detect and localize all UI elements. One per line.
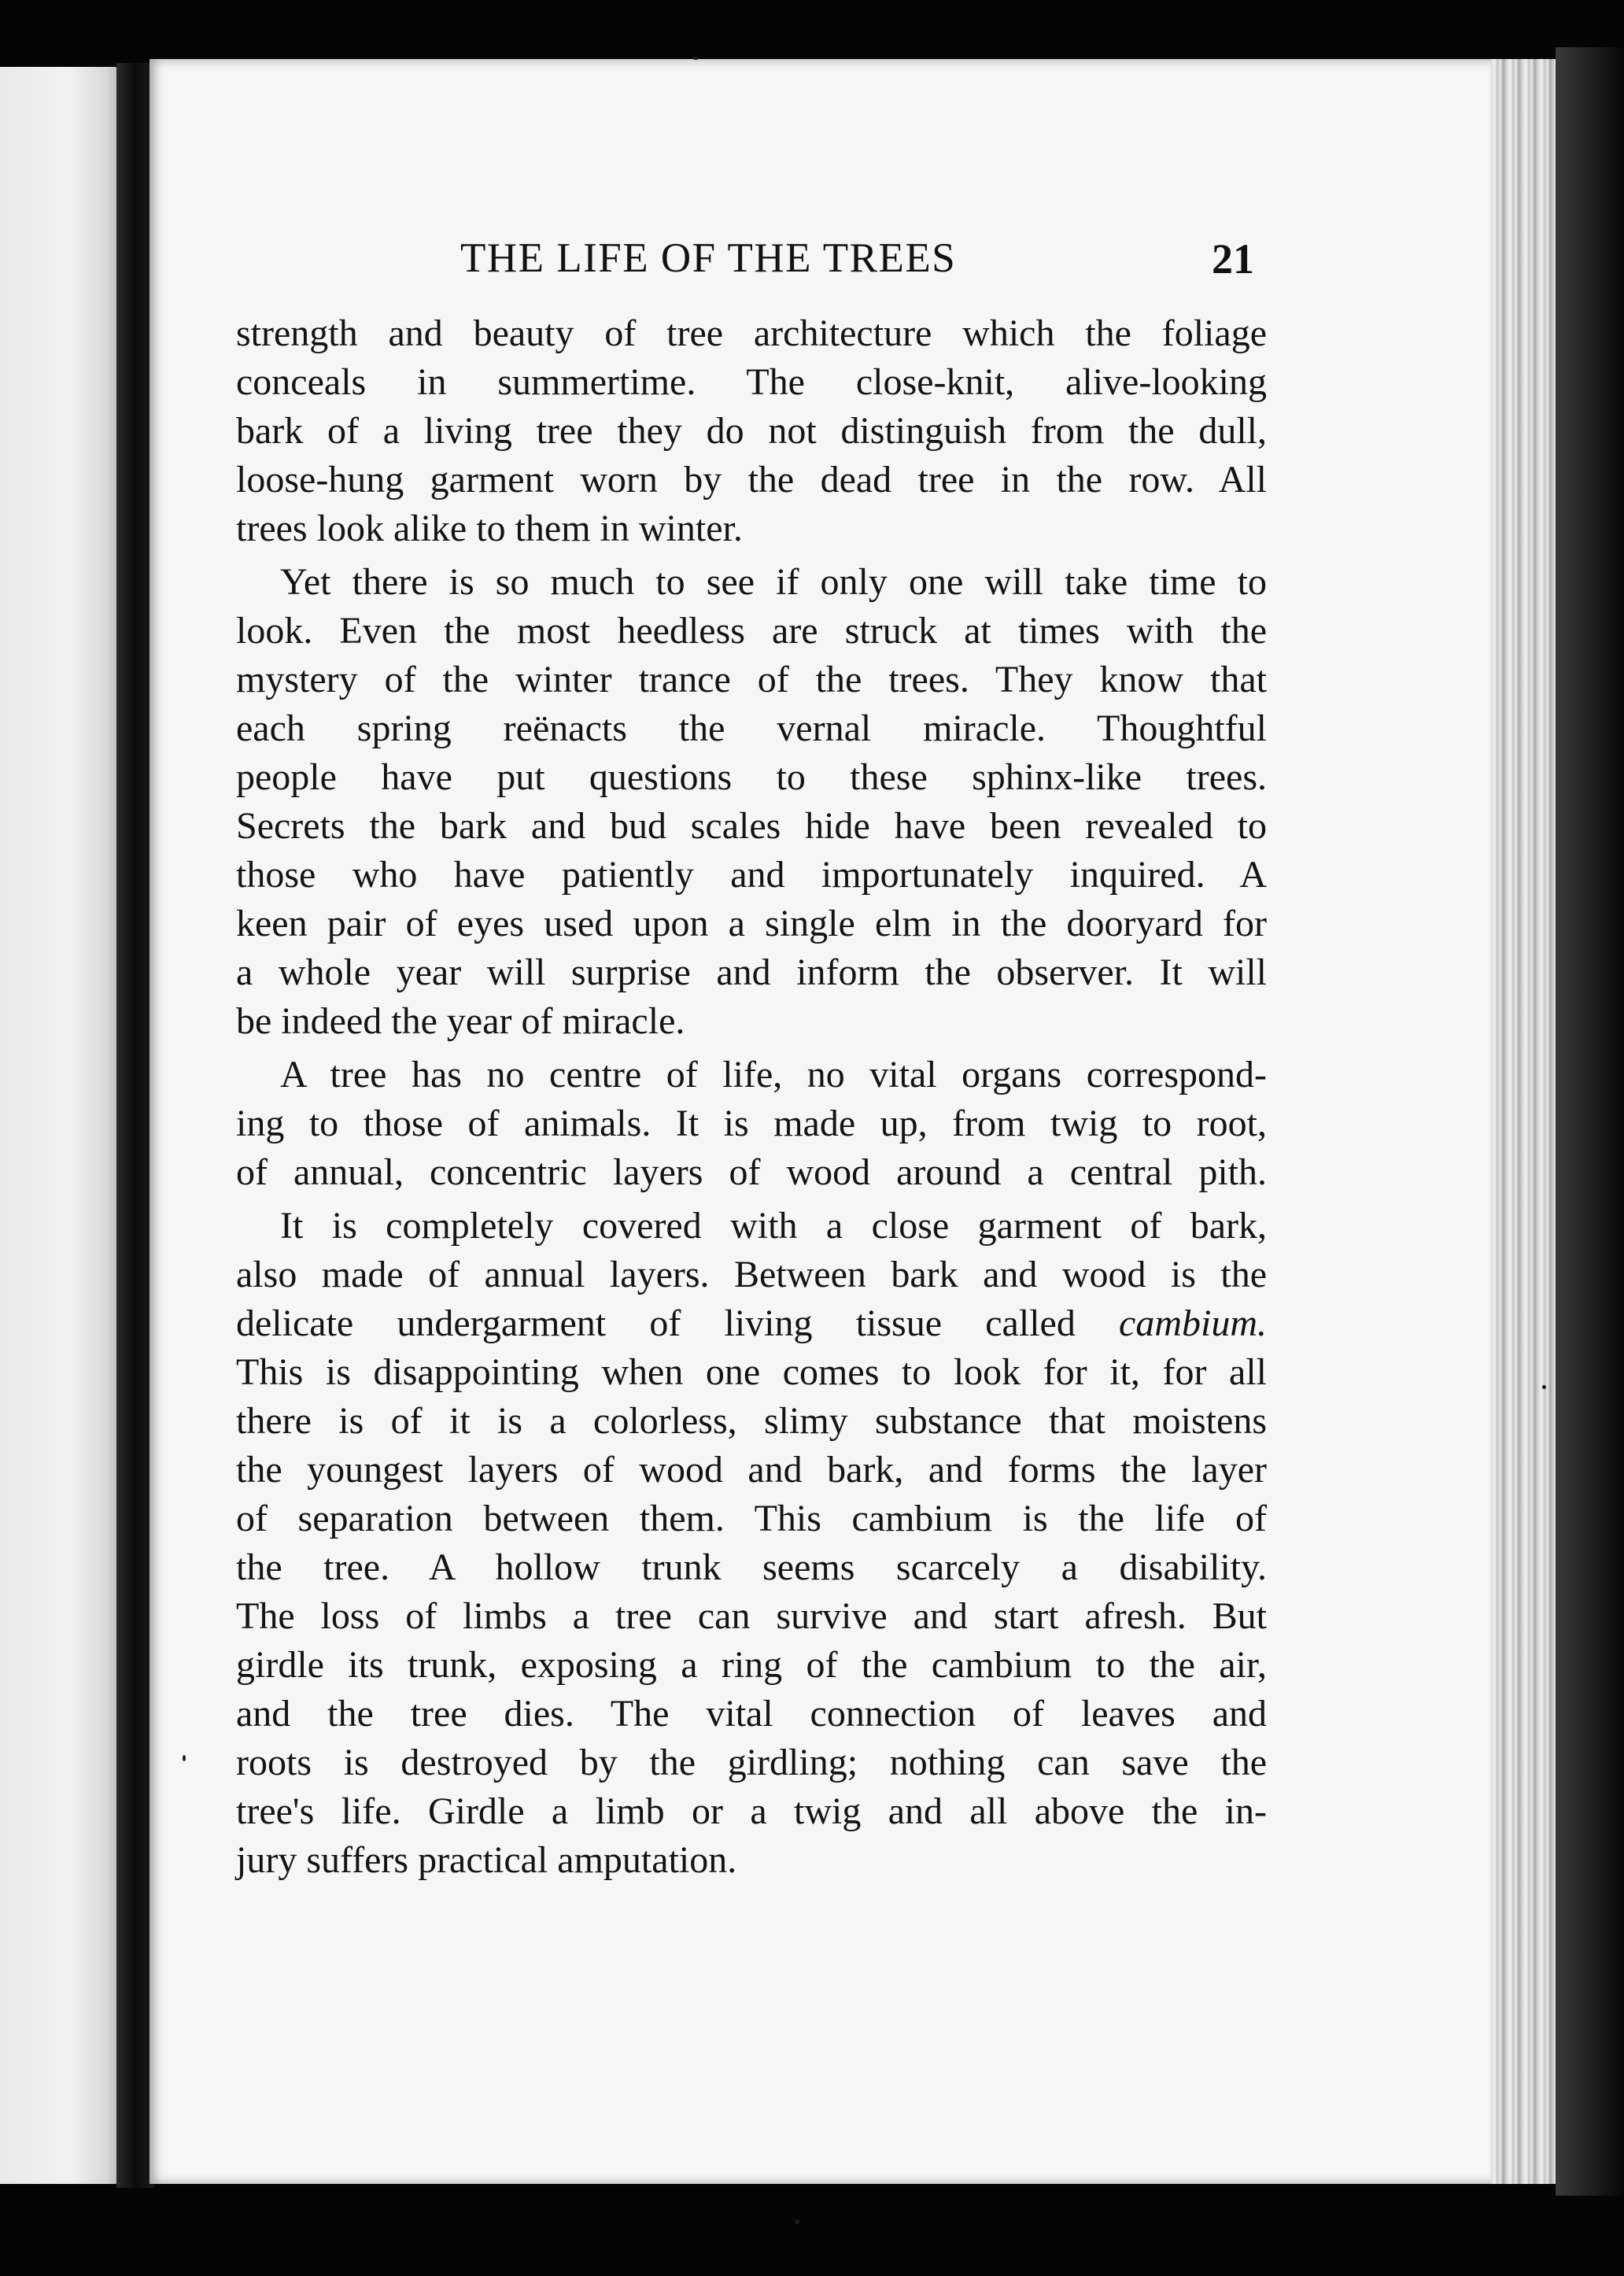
text-line: trees look alike to them in winter. (236, 508, 743, 549)
text-line: a whole year will surprise and inform the observer. It will (236, 951, 1267, 993)
book-gutter (116, 63, 154, 2188)
text-line: girdle its trunk, exposing a ring of the cambium to the air, (236, 1644, 1267, 1686)
text-line (236, 1299, 1267, 1348)
text-line: A tree has no centre of life, no vital organs correspond- (280, 1054, 1267, 1096)
text-line: the tree. A hollow trunk seems scarcely a disability. (236, 1546, 1267, 1588)
text-line: The loss of limbs a tree can survive and start afresh. But (236, 1595, 1267, 1637)
text-line: tree's life. Girdle a limb or a twig and all above the in- (236, 1790, 1267, 1832)
running-title: THE LIFE OF THE TREES (460, 235, 957, 281)
text-line: mystery of the winter trance of the trees. They know that (236, 659, 1267, 700)
text-line: people have put questions to these sphinx-like trees. (236, 756, 1267, 798)
paragraph-4 (236, 1202, 1267, 1885)
page-edges (1491, 59, 1556, 2184)
page-number: 21 (1212, 235, 1254, 283)
text-line: This is disappointing when one comes to look for it, for all (236, 1351, 1267, 1393)
text-line: ing to those of animals. It is made up, from twig to root, (236, 1103, 1267, 1144)
text-line: Yet there is so much to see if only one will take time to (280, 561, 1267, 603)
text-line: also made of annual layers. Between bark and wood is the (236, 1254, 1267, 1295)
text-line: Secrets the bark and bud scales hide have been revealed to (236, 805, 1267, 847)
text-line: It is completely covered with a close garment of bark, (280, 1205, 1267, 1247)
text-line: loose-hung garment worn by the dead tree in the row. All (236, 459, 1267, 501)
paragraph-1 (236, 309, 1267, 553)
paragraph-2 (236, 558, 1267, 1046)
text-line: look. Even the most heedless are struck at times with the (236, 610, 1267, 652)
text-line: there is of it is a colorless, slimy substance that moistens (236, 1400, 1267, 1442)
left-page-edge (0, 67, 118, 2184)
text-segment: delicate undergarment of living tissue called (236, 1302, 1076, 1344)
text-line: those who have patiently and importunately inquired. A (236, 854, 1267, 896)
running-header (236, 235, 1259, 290)
text-line: be indeed the year of miracle. (236, 1000, 685, 1042)
paragraph-3 (236, 1051, 1267, 1197)
text-line: jury suffers practical amputation. (236, 1839, 737, 1881)
text-line: each spring reënacts the vernal miracle. Thoughtful (236, 708, 1267, 749)
text-line: keen pair of eyes used upon a single elm in the dooryard for (236, 903, 1267, 944)
text-line: of separation between them. This cambium is the life of (236, 1498, 1267, 1539)
text-line: the youngest layers of wood and bark, and forms the layer (236, 1449, 1267, 1491)
text-line: and the tree dies. The vital connection of leaves and (236, 1693, 1267, 1735)
body-text (236, 309, 1267, 1886)
text-line: strength and beauty of tree architecture which the foliage (236, 312, 1267, 354)
text-line: bark of a living tree they do not distinguish from the dull, (236, 410, 1267, 452)
edge-shadow (1556, 47, 1624, 2196)
text-line: conceals in summertime. The close-knit, alive-looking (236, 361, 1267, 403)
text-line: of annual, concentric layers of wood around a central pith. (236, 1151, 1267, 1193)
italic-term: cambium. (1119, 1302, 1268, 1344)
text-line: roots is destroyed by the girdling; nothing can save the (236, 1742, 1267, 1783)
